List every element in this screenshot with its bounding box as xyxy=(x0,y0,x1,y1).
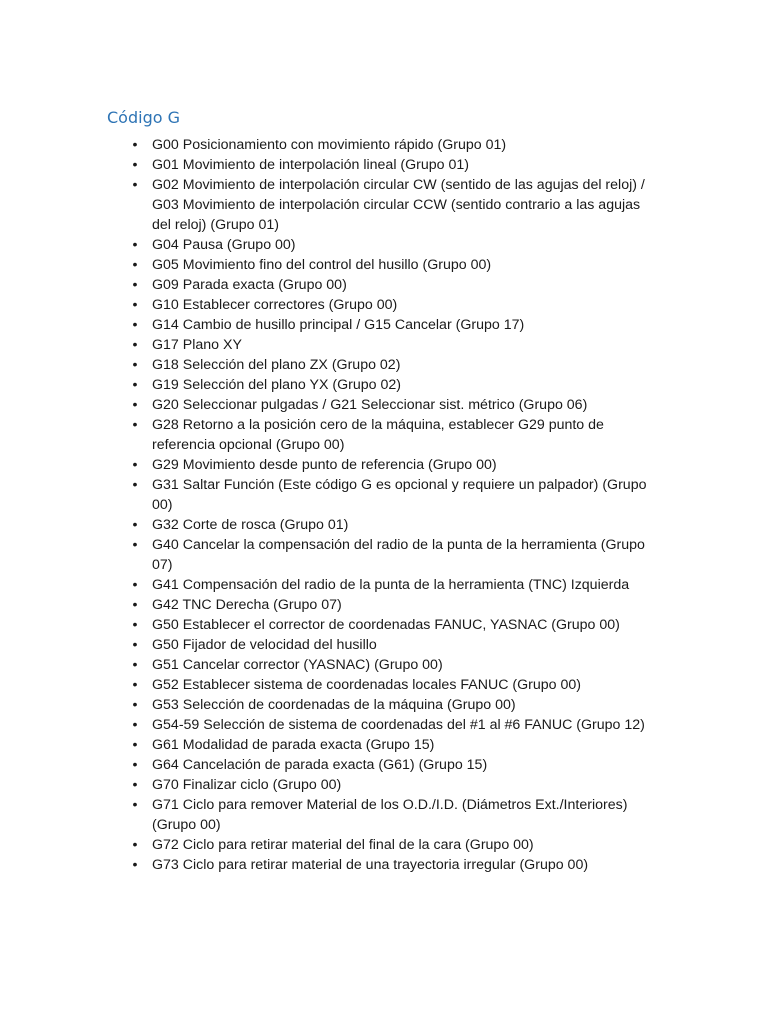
list-item xyxy=(132,355,652,375)
bullet-icon: • xyxy=(132,257,138,273)
bullet-icon: • xyxy=(132,137,138,153)
list-item-text: G50 Fijador de velocidad del husillo xyxy=(152,637,377,653)
list-item-text: G40 Cancelar la compensación del radio de la punta de la herramienta (Grupo 07) xyxy=(152,537,645,573)
list-item xyxy=(132,275,652,295)
list-item xyxy=(132,135,652,155)
bullet-icon: • xyxy=(132,317,138,333)
list-item xyxy=(132,655,652,675)
list-item-text: G04 Pausa (Grupo 00) xyxy=(152,237,296,253)
gcode-list xyxy=(132,135,652,875)
list-item-text: G28 Retorno a la posición cero de la máquina, establecer G29 punto de referencia opcional (Grupo 00) xyxy=(152,417,604,453)
list-item-text: G52 Establecer sistema de coordenadas locales FANUC (Grupo 00) xyxy=(152,677,581,693)
list-item-text: G72 Ciclo para retirar material del final de la cara (Grupo 00) xyxy=(152,837,534,853)
bullet-icon: • xyxy=(132,397,138,413)
list-item xyxy=(132,175,652,235)
bullet-icon: • xyxy=(132,237,138,253)
list-item-text: G00 Posicionamiento con movimiento rápido (Grupo 01) xyxy=(152,137,507,153)
list-item-text: G70 Finalizar ciclo (Grupo 00) xyxy=(152,777,342,793)
bullet-icon: • xyxy=(132,577,138,593)
bullet-icon: • xyxy=(132,457,138,473)
bullet-icon: • xyxy=(132,777,138,793)
bullet-icon: • xyxy=(132,857,138,873)
list-item xyxy=(132,315,652,335)
bullet-icon: • xyxy=(132,737,138,753)
list-item xyxy=(132,535,652,575)
bullet-icon: • xyxy=(132,797,138,813)
list-item-text: G53 Selección de coordenadas de la máquina (Grupo 00) xyxy=(152,697,516,713)
list-item-text: G10 Establecer correctores (Grupo 00) xyxy=(152,297,398,313)
list-item-text: G09 Parada exacta (Grupo 00) xyxy=(152,277,347,293)
bullet-icon: • xyxy=(132,637,138,653)
bullet-icon: • xyxy=(132,277,138,293)
list-item-text: G64 Cancelación de parada exacta (G61) (Grupo 15) xyxy=(152,757,488,773)
list-item-text: G61 Modalidad de parada exacta (Grupo 15) xyxy=(152,737,435,753)
list-item-text: G18 Selección del plano ZX (Grupo 02) xyxy=(152,357,401,373)
list-item-text: G02 Movimiento de interpolación circular CW (sentido de las agujas del reloj) / G03 Movimiento de interpolación circular CCW (sentido contrario a las agujas del reloj) (Grupo 01) xyxy=(152,177,645,233)
list-item xyxy=(132,775,652,795)
list-item xyxy=(132,635,652,655)
list-item-text: G31 Saltar Función (Este código G es opcional y requiere un palpador) (Grupo 00) xyxy=(152,477,647,513)
list-item xyxy=(132,415,652,455)
list-item xyxy=(132,735,652,755)
list-item xyxy=(132,755,652,775)
bullet-icon: • xyxy=(132,357,138,373)
list-item-text: G41 Compensación del radio de la punta de la herramienta (TNC) Izquierda xyxy=(152,577,630,593)
section-heading: Código G xyxy=(107,108,180,127)
list-item xyxy=(132,695,652,715)
list-item xyxy=(132,615,652,635)
list-item-text: G51 Cancelar corrector (YASNAC) (Grupo 00) xyxy=(152,657,443,673)
list-item xyxy=(132,675,652,695)
list-item-text: G14 Cambio de husillo principal / G15 Cancelar (Grupo 17) xyxy=(152,317,525,333)
bullet-icon: • xyxy=(132,597,138,613)
bullet-icon: • xyxy=(132,377,138,393)
bullet-icon: • xyxy=(132,477,138,493)
bullet-icon: • xyxy=(132,837,138,853)
bullet-icon: • xyxy=(132,337,138,353)
list-item xyxy=(132,375,652,395)
bullet-icon: • xyxy=(132,157,138,173)
bullet-icon: • xyxy=(132,697,138,713)
bullet-icon: • xyxy=(132,657,138,673)
list-item xyxy=(132,595,652,615)
list-item xyxy=(132,295,652,315)
list-item xyxy=(132,455,652,475)
list-item xyxy=(132,395,652,415)
bullet-icon: • xyxy=(132,537,138,553)
list-item xyxy=(132,235,652,255)
list-item xyxy=(132,515,652,535)
list-item-text: G50 Establecer el corrector de coordenadas FANUC, YASNAC (Grupo 00) xyxy=(152,617,620,633)
list-item-text: G42 TNC Derecha (Grupo 07) xyxy=(152,597,342,613)
bullet-icon: • xyxy=(132,517,138,533)
list-item xyxy=(132,795,652,835)
list-item-text: G54-59 Selección de sistema de coordenadas del #1 al #6 FANUC (Grupo 12) xyxy=(152,717,645,733)
bullet-icon: • xyxy=(132,757,138,773)
list-item-text: G17 Plano XY xyxy=(152,337,242,353)
list-item-text: G71 Ciclo para remover Material de los O.D./I.D. (Diámetros Ext./Interiores) (Grupo 00) xyxy=(152,797,628,833)
bullet-icon: • xyxy=(132,617,138,633)
list-item xyxy=(132,835,652,855)
list-item-text: G19 Selección del plano YX (Grupo 02) xyxy=(152,377,401,393)
list-item xyxy=(132,475,652,515)
list-item-text: G05 Movimiento fino del control del husillo (Grupo 00) xyxy=(152,257,492,273)
list-item-text: G01 Movimiento de interpolación lineal (Grupo 01) xyxy=(152,157,470,173)
list-item xyxy=(132,155,652,175)
bullet-icon: • xyxy=(132,177,138,193)
list-item-text: G73 Ciclo para retirar material de una trayectoria irregular (Grupo 00) xyxy=(152,857,589,873)
bullet-icon: • xyxy=(132,297,138,313)
bullet-icon: • xyxy=(132,677,138,693)
list-item xyxy=(132,575,652,595)
list-item xyxy=(132,715,652,735)
list-item-text: G29 Movimiento desde punto de referencia (Grupo 00) xyxy=(152,457,497,473)
list-item-text: G32 Corte de rosca (Grupo 01) xyxy=(152,517,349,533)
bullet-icon: • xyxy=(132,417,138,433)
list-item xyxy=(132,255,652,275)
list-item-text: G20 Seleccionar pulgadas / G21 Seleccionar sist. métrico (Grupo 06) xyxy=(152,397,588,413)
bullet-icon: • xyxy=(132,717,138,733)
list-item xyxy=(132,335,652,355)
list-item xyxy=(132,855,652,875)
